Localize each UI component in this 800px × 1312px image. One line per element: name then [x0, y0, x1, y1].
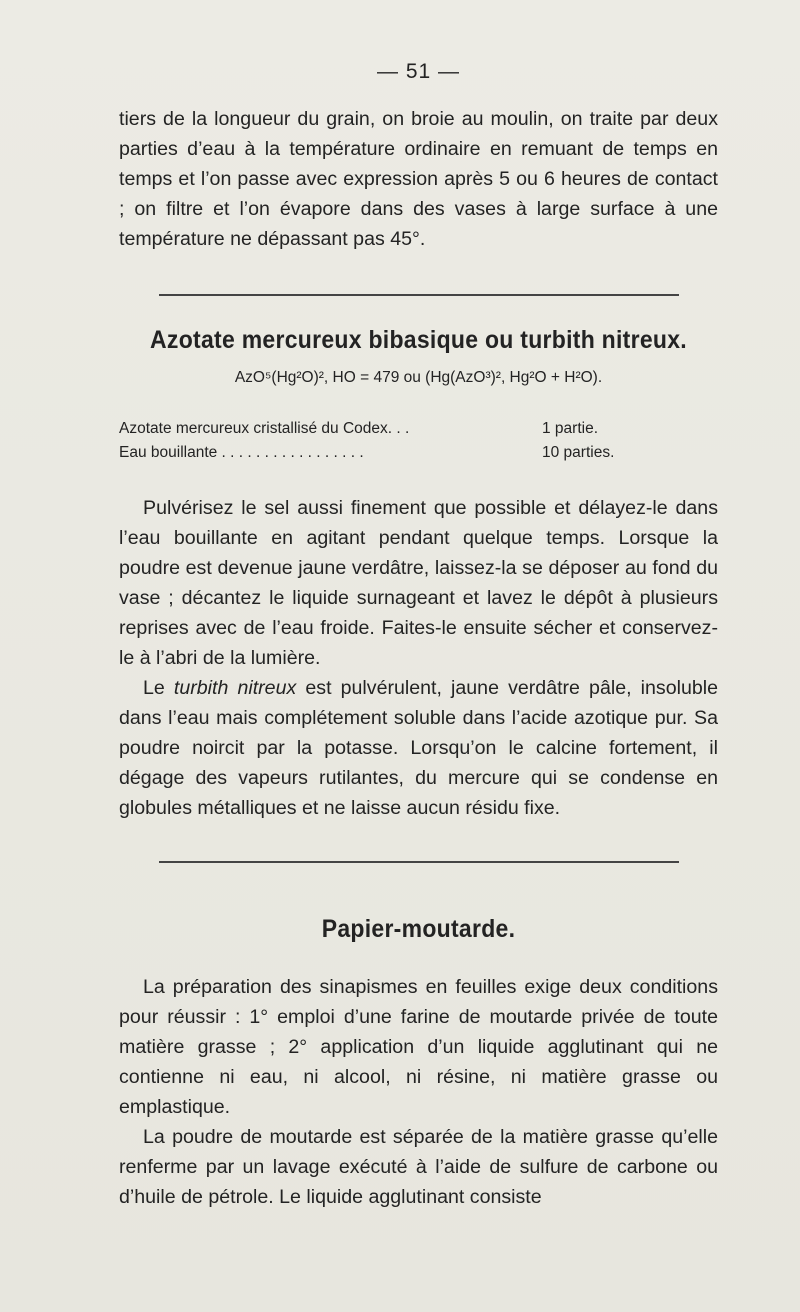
recipe-table [119, 417, 718, 465]
section-divider [159, 294, 679, 296]
body-paragraph: Pulvérisez le sel aussi finement que possible et délayez-le dans l’eau bouillante en agitant pendant quelque temps. Lorsque la poudre est devenue jaune verdâtre, laissez-la se déposer au fond du vase ; décantez le liquide surnageant et lavez le dépôt à plusieurs reprises avec de l’eau froide. Faites-le ensuite sécher et conservez-le à l’abri de la lumière. [119, 497, 718, 669]
paragraph-lead: Le [143, 677, 174, 699]
recipe-row [119, 417, 718, 441]
recipe-quantity: 10 parties. [542, 444, 615, 461]
italic-term: turbith nitreux [173, 677, 297, 699]
body-paragraph [119, 673, 718, 823]
body-paragraph: La poudre de moutarde est séparée de la matière grasse qu’elle renferme par un lavage exécuté à l’aide de sulfure de carbone ou d’huile de pétrole. Le liquide agglutinant consiste [119, 1126, 718, 1208]
intro-paragraph: tiers de la longueur du grain, on broie au moulin, on traite par deux parties d’eau à la température ordinaire en remuant de temps en temps et l’on passe avec expression après 5 ou 6 heures de contact ; on filtre et l’on évapore dans des vases à large surface à une température ne dépassant pas 45°. [119, 108, 718, 250]
section-heading-turbith: Azotate mercureux bibasique ou turbith nitreux. [150, 326, 687, 354]
page-number: — 51 — [376, 60, 461, 83]
recipe-quantity: 1 partie. [542, 420, 599, 437]
recipe-row [119, 441, 718, 465]
section-heading-papier-moutarde: Papier-moutarde. [321, 915, 516, 943]
body-paragraph: La préparation des sinapismes en feuilles exige deux conditions pour réussir : 1° emploi d’une farine de moutarde privée de toute matière grasse ; 2° application d’un liquide agglutinant qui ne contienne ni eau, ni alcool, ni résine, ni matière grasse ou emplastique. [119, 976, 718, 1118]
section-divider [159, 861, 679, 863]
recipe-item: Eau bouillante . . . . . . . . . . . . . . . . . [119, 444, 364, 461]
recipe-item: Azotate mercureux cristallisé du Codex. . . [119, 420, 410, 437]
paragraph-rest: est pulvérulent, jaune verdâtre pâle, insoluble dans l’eau mais complétement soluble dans l’acide azotique pur. Sa poudre noircit par la potasse. Lorsqu’on le calcine fortement, il dégage des vapeurs rutilantes, du mercure qui se condense en globules métalliques et ne laisse aucun résidu fixe. [119, 677, 718, 819]
chemical-formula: AzO⁵(Hg²O)², HO = 479 ou (Hg(AzO³)², Hg²O + H²O). [234, 369, 603, 386]
